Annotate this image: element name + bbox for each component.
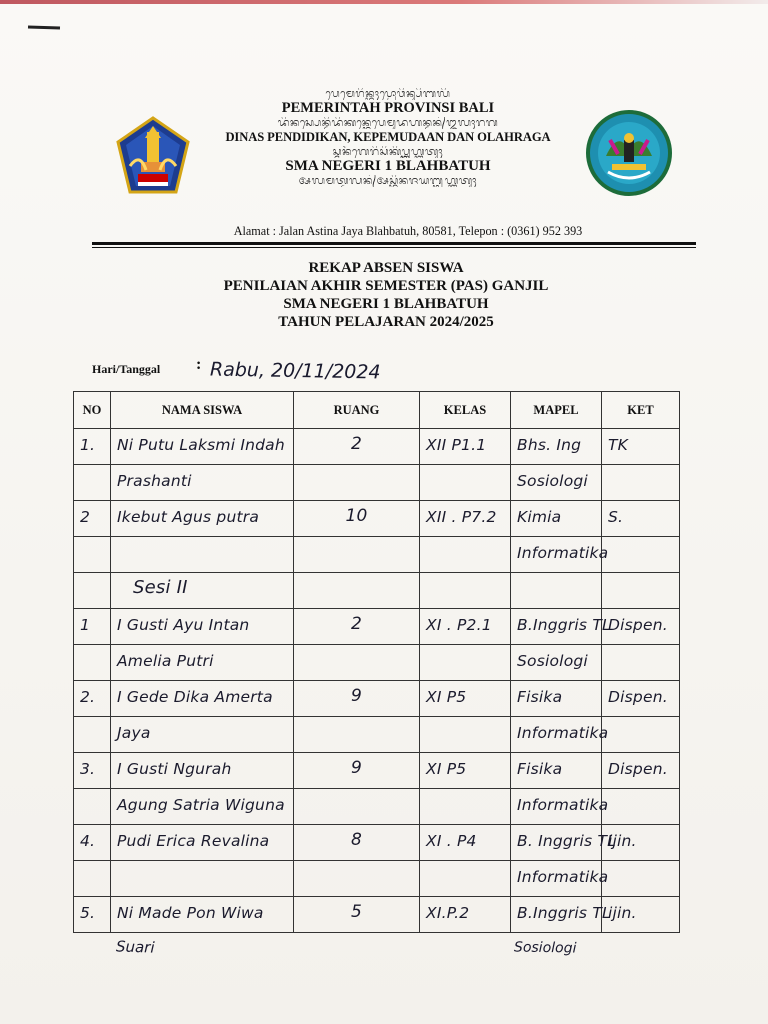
cell-ket-text: ijin.	[608, 832, 637, 850]
school-logo	[586, 110, 672, 196]
cell-no	[74, 645, 111, 681]
table-row	[74, 429, 680, 465]
letterhead-rule-thick	[92, 242, 696, 245]
cell-mapel	[511, 609, 611, 645]
cell-nama	[111, 573, 294, 609]
cell-nama-text: Prashanti	[117, 472, 192, 490]
cell-nama-text: Agung Satria Wiguna	[117, 796, 285, 814]
cell-nama-text: I Gusti Ayu Intan	[117, 616, 250, 634]
school-name: SMA NEGERI 1 BLAHBATUH	[285, 158, 491, 174]
table-row	[74, 609, 680, 645]
cell-mapel-text: Informatika	[517, 796, 609, 814]
cell-kelas	[420, 573, 511, 609]
cell-ket	[602, 717, 680, 753]
cell-no	[74, 501, 111, 537]
cell-ruang	[294, 753, 420, 789]
cell-ruang	[294, 573, 420, 609]
cell-mapel-text: Informatika	[517, 544, 609, 562]
cell-ket	[602, 537, 680, 573]
cell-ket	[602, 753, 680, 789]
cell-mapel-text: B.Inggris TL	[517, 616, 611, 634]
attendance-table	[73, 391, 680, 933]
cell-mapel	[511, 681, 602, 717]
bali-province-logo	[116, 116, 190, 196]
cell-ruang	[294, 537, 420, 573]
cell-nama-text: I Gusti Ngurah	[117, 760, 232, 778]
cell-kelas	[420, 789, 511, 825]
cell-nama	[111, 537, 294, 573]
cell-ruang	[294, 861, 420, 897]
balinese-script-line: ᬤᬶᬦᬲ᭄ᬧᬾᬦ᭄ᬤᬶᬤᬶᬓᬦ᭄ᬓᬾᬧᬾᬫᬸᬤᬳᬦ᭄ᬤᬦ᭄ᬑᬮᬄᬭᬕ	[277, 117, 499, 129]
cell-nama	[111, 789, 294, 825]
cell-mapel	[511, 501, 602, 537]
cell-kelas-text: XI . P4	[426, 832, 477, 850]
cell-ruang	[294, 645, 420, 681]
cell-ket-text: Dispen.	[608, 760, 668, 778]
cell-no-text: 2	[80, 508, 91, 526]
cell-kelas	[420, 897, 511, 933]
cell-ruang	[294, 465, 420, 501]
title-line-2: PENILAIAN AKHIR SEMESTER (PAS) GANJIL	[223, 278, 549, 294]
cell-ket	[602, 429, 680, 465]
cell-nama-text: Ikebut Agus putra	[117, 508, 260, 526]
paper-edge	[0, 0, 768, 4]
cell-nama	[111, 825, 294, 861]
cell-nama	[111, 897, 294, 933]
title-line-4: TAHUN PELAJARAN 2024/2025	[278, 314, 494, 330]
cell-no-text: 5.	[80, 904, 96, 922]
cell-kelas	[420, 753, 511, 789]
cell-nama-text: I Gede Dika Amerta	[117, 688, 273, 706]
cell-mapel-text: Kimia	[517, 508, 562, 526]
balinese-script-line: ᬅᬮᬫᬢ᭄ᬚᬮᬦ᭄ᬅᬲ᭄ᬢᬶᬦᬚᬬᬩ᭄ᬮᬳ᭄ᬩᬢᬸᬄ	[298, 175, 478, 187]
cell-ruang	[294, 609, 420, 645]
cell-no	[74, 429, 111, 465]
cell-kelas	[420, 501, 511, 537]
cell-no	[74, 537, 111, 573]
cell-nama-text: Jaya	[117, 724, 151, 742]
cell-no-text: 2.	[80, 688, 96, 706]
cell-mapel	[511, 861, 609, 897]
title-line-1: REKAP ABSEN SISWA	[308, 260, 464, 276]
cell-nama	[111, 681, 294, 717]
school-address: Alamat : Jalan Astina Jaya Blahbatuh, 80581, Telepon : (0361) 952 393	[233, 224, 583, 238]
cell-no-text: 4.	[80, 832, 96, 850]
cell-ruang-text: 5	[350, 902, 363, 922]
cell-kelas	[420, 645, 511, 681]
cell-mapel-text: Fisika	[517, 760, 563, 778]
col-header-no: NO	[74, 392, 111, 429]
cell-kelas	[420, 537, 511, 573]
cell-ket	[602, 465, 680, 501]
cell-ket	[602, 501, 680, 537]
table-body	[74, 429, 680, 933]
cell-kelas-text: XII P1.1	[426, 436, 487, 454]
cell-kelas-text: XI P5	[426, 688, 467, 706]
cell-ruang-text: 2	[350, 434, 363, 454]
cell-mapel	[511, 897, 611, 933]
cell-ket-text: S.	[608, 508, 624, 526]
table-row	[74, 501, 680, 537]
cell-kelas	[420, 717, 511, 753]
cell-kelas	[420, 681, 511, 717]
cell-kelas	[420, 609, 511, 645]
cell-ket	[602, 609, 680, 645]
cell-kelas	[420, 825, 511, 861]
cell-ket-text: TK	[608, 436, 629, 454]
table-row	[74, 645, 680, 681]
cell-ruang	[294, 501, 420, 537]
table-header-row	[74, 392, 680, 429]
cell-no	[74, 717, 111, 753]
cell-nama-text: Amelia Putri	[117, 652, 214, 670]
cell-ket	[602, 825, 680, 861]
session-marker: Sesi II	[133, 577, 188, 598]
cell-no	[74, 465, 111, 501]
letterhead	[190, 88, 586, 187]
cell-kelas-text: XI.P.2	[426, 904, 470, 922]
cell-ket	[602, 645, 680, 681]
cell-ruang-text: 10	[345, 506, 368, 526]
col-header-kelas: KELAS	[420, 392, 511, 429]
balinese-script-line: ᬲ᭄ᬫᬦᭂᬕᬾᬭᬶᬲᬶᬓᬶᬧ᭄ᬩ᭄ᬮᬳ᭄ᬩᬢᬸᬄ	[332, 146, 444, 158]
cell-nama	[111, 501, 294, 537]
cell-ket	[602, 861, 680, 897]
cell-ruang	[294, 681, 420, 717]
title-line-3: SMA NEGERI 1 BLAHBATUH	[283, 296, 489, 312]
cell-ruang-text: 2	[350, 614, 363, 634]
cell-no	[74, 681, 111, 717]
balinese-script-line: ᬧᬾᬫᬾᬭᬶᬦ᭄ᬢᬄᬧ᭄ᬭᭀᬯᬶᬦ᭄ᬲᬶᬩᬮᬶ	[325, 88, 451, 100]
cell-ket-text: Dispen.	[608, 616, 668, 634]
cell-mapel	[511, 825, 616, 861]
cell-mapel-text: B.Inggris TL	[517, 904, 611, 922]
cell-kelas-text: XII . P7.2	[426, 508, 497, 526]
table-row	[74, 573, 680, 609]
cell-ket	[602, 789, 680, 825]
table-row	[74, 717, 680, 753]
table-row	[74, 681, 680, 717]
cell-nama	[111, 609, 294, 645]
date-label: Hari/Tanggal	[92, 362, 161, 376]
cell-ruang-text: 9	[350, 686, 363, 706]
cell-ruang	[294, 825, 420, 861]
cell-no-text: 3.	[80, 760, 96, 778]
cell-mapel	[511, 537, 609, 573]
cell-no	[74, 897, 111, 933]
cell-no	[74, 609, 111, 645]
col-header-mapel: MAPEL	[511, 392, 602, 429]
cell-mapel-text: Sosiologi	[517, 472, 588, 490]
date-colon: :	[196, 356, 202, 373]
table-row	[74, 465, 680, 501]
cell-mapel-text: Informatika	[517, 868, 609, 886]
cell-mapel-text: Sosiologi	[517, 652, 588, 670]
table-row	[74, 825, 680, 861]
cell-no-text: 1.	[80, 436, 96, 454]
cell-ruang	[294, 897, 420, 933]
table-row	[74, 789, 680, 825]
cell-mapel	[511, 717, 609, 753]
cell-no	[74, 753, 111, 789]
cell-nama-text: Ni Putu Laksmi Indah	[117, 436, 285, 454]
cell-kelas-text: XI . P2.1	[426, 616, 492, 634]
table-row	[74, 537, 680, 573]
cell-mapel-text: Bhs. Ing	[517, 436, 582, 454]
cell-mapel	[511, 753, 602, 789]
cell-nama	[111, 753, 294, 789]
cell-ruang	[294, 717, 420, 753]
cell-ruang	[294, 789, 420, 825]
cell-no	[74, 789, 111, 825]
cell-nama	[111, 465, 294, 501]
cell-ruang	[294, 429, 420, 465]
cell-mapel	[511, 645, 602, 681]
table-row	[74, 861, 680, 897]
cell-mapel	[511, 573, 602, 609]
cell-nama-text: Pudi Erica Revalina	[117, 832, 270, 850]
cell-mapel-text: B. Inggris TL	[517, 832, 616, 850]
cell-no	[74, 573, 111, 609]
cell-mapel	[511, 789, 609, 825]
col-header-nama: NAMA SISWA	[111, 392, 294, 429]
date-value-handwritten: Rabu, 20/11/2024	[209, 358, 381, 384]
cell-nama-text: Ni Made Pon Wiwa	[117, 904, 264, 922]
cell-ket	[602, 573, 680, 609]
department-name: DINAS PENDIDIKAN, KEPEMUDAAN DAN OLAHRAGA	[225, 130, 551, 144]
cell-kelas	[420, 861, 511, 897]
document-title	[130, 259, 642, 331]
cell-nama	[111, 717, 294, 753]
cell-no	[74, 861, 111, 897]
col-header-ruang: RUANG	[294, 392, 420, 429]
cell-kelas	[420, 429, 511, 465]
cell-mapel-text: Informatika	[517, 724, 609, 742]
province-name: PEMERINTAH PROVINSI BALI	[281, 100, 495, 116]
cell-kelas-text: XI P5	[426, 760, 467, 778]
name-continuation-below-table: Suari	[115, 937, 155, 957]
col-header-ket: KET	[602, 392, 680, 429]
mapel-continuation-below-table: Sosiologi	[513, 939, 577, 957]
cell-nama	[111, 429, 294, 465]
cell-mapel	[511, 465, 602, 501]
cell-ket-text: Dispen.	[608, 688, 668, 706]
cell-ruang-text: 9	[350, 758, 363, 778]
cell-no-text: 1	[80, 616, 91, 634]
cell-nama	[111, 645, 294, 681]
table-row	[74, 897, 680, 933]
cell-ket	[602, 681, 680, 717]
cell-mapel	[511, 429, 602, 465]
cell-mapel-text: Fisika	[517, 688, 563, 706]
cell-nama	[111, 861, 294, 897]
cell-ket-text: ijin.	[608, 904, 637, 922]
table-row	[74, 753, 680, 789]
letterhead-rule-thin	[92, 247, 696, 248]
cell-ruang-text: 8	[350, 830, 363, 850]
cell-kelas	[420, 465, 511, 501]
cell-ket	[602, 897, 680, 933]
cell-no	[74, 825, 111, 861]
